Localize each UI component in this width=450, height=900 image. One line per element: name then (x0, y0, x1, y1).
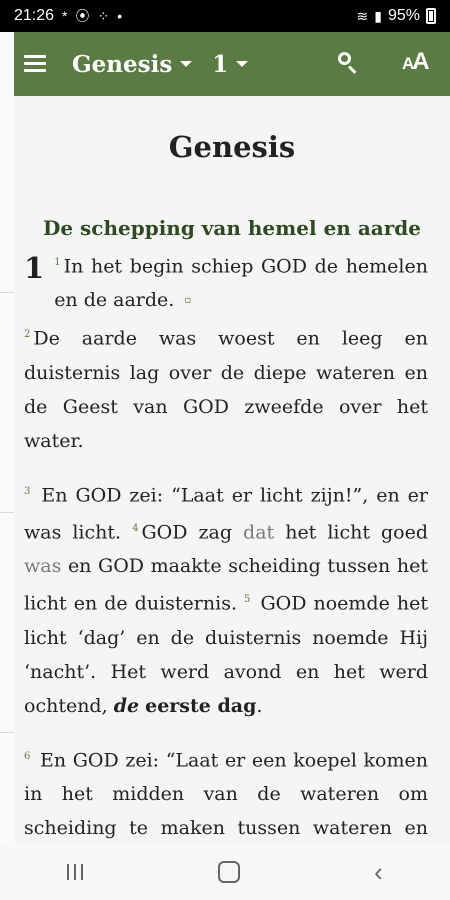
font-size-icon[interactable]: AA (402, 48, 428, 75)
footnote-marker[interactable]: ▫ (184, 295, 192, 307)
verse-text[interactable]: De aarde was woest en leeg en duisternis lag over de diepe wateren en de Geest van GOD zweefde over het water. (24, 327, 428, 452)
recents-icon[interactable] (67, 864, 83, 880)
back-icon[interactable]: ‹ (374, 856, 383, 887)
paragraph (24, 246, 428, 458)
verse-number: 3 (24, 485, 31, 497)
verse-text-emphasis[interactable]: de (113, 694, 140, 717)
verse-text-end: . (256, 694, 263, 717)
verse-text[interactable]: In het begin schiep GOD de hemelen en de aarde. (54, 255, 428, 312)
home-icon[interactable] (218, 861, 240, 883)
bible-text-view[interactable] (14, 96, 450, 844)
paragraph (24, 475, 428, 723)
signal-icon: ▮ (374, 8, 382, 24)
wifi-icon: ≋ (356, 8, 369, 24)
verse-number: 6 (24, 750, 31, 762)
chapter-number: 1 (212, 50, 229, 78)
drawer-edge[interactable] (0, 32, 15, 844)
chevron-down-icon (180, 61, 192, 67)
verse-text-faded[interactable]: dat (243, 521, 275, 544)
verse-text[interactable]: En GOD zei: “Laat er licht zijn!”, en er was licht. (24, 483, 428, 544)
section-title: De schepping van hemel en aarde (43, 216, 421, 240)
verse-number: 1 (54, 257, 61, 268)
verse-text[interactable]: en GOD maakte scheiding tussen het licht en de duisternis. (24, 555, 428, 615)
chapter-marker: 1 (24, 251, 45, 285)
verse-text-faded[interactable]: was (24, 555, 62, 578)
status-time: 21:26 (14, 7, 55, 24)
battery-icon (426, 8, 436, 24)
chapter-selector[interactable] (212, 51, 248, 78)
verse-number: 5 (244, 594, 251, 606)
verse-text[interactable]: het licht goed (285, 521, 429, 544)
status-bar (0, 0, 450, 32)
system-nav-bar (0, 844, 450, 900)
battery-percentage: 95% (387, 7, 420, 24)
book-title: Genesis (168, 130, 296, 164)
book-name: Genesis (72, 50, 173, 78)
bluetooth-icon: * (62, 8, 68, 24)
search-icon[interactable] (338, 52, 360, 74)
menu-icon[interactable] (24, 55, 48, 73)
grid-icon: ⁘ (97, 8, 110, 24)
verse-text[interactable]: GOD zag (141, 521, 232, 544)
verse-text[interactable]: En GOD zei: “Laat er een koepel komen in het midden van de wateren om scheiding te maken tussen wateren en (24, 748, 428, 839)
verse-number: 4 (132, 522, 139, 534)
chapter-text (14, 246, 450, 883)
verse-number: 2 (24, 329, 31, 341)
chevron-down-icon (236, 61, 248, 67)
app-bar (14, 32, 450, 96)
dot-icon: • (117, 8, 123, 24)
verse-text[interactable]: GOD noemde het licht ‘dag’ en de duisternis noemde Hij ‘nacht’. Het werd avond en het werd ochtend, (24, 592, 428, 717)
book-selector[interactable] (72, 51, 192, 78)
sync-icon: ⦿ (75, 8, 90, 24)
verse-text-bold[interactable]: eerste dag (145, 694, 257, 717)
